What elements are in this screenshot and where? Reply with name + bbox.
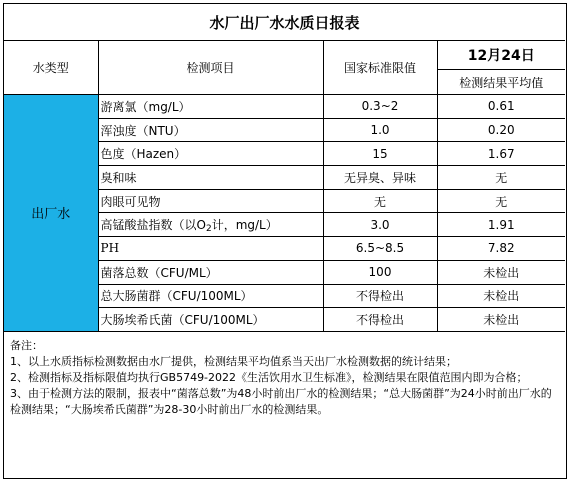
notes-heading: 备注： [10, 338, 43, 352]
result-cell: 0.20 [437, 118, 565, 142]
standard-cell: 3.0 [323, 213, 437, 237]
note-line: 3、由于检测方法的限制，报表中“菌落总数”为48小时前出厂水的检测结果；“总大肠菌群”为24小时前出厂水的检测结果；“大肠埃希氏菌群”为28-30小时前出厂水的检测结果。 [10, 386, 552, 416]
header-average: 检测结果平均值 [437, 70, 565, 95]
item-cell: 菌落总数（CFU/ML） [98, 260, 323, 284]
header-date: 12月24日 [437, 41, 565, 70]
standard-cell: 不得检出 [323, 308, 437, 332]
standard-cell: 无异臭、异味 [323, 166, 437, 190]
water-quality-report [3, 3, 567, 479]
item-cell: 游离氯（mg/L） [98, 95, 323, 119]
item-cell: 浑浊度（NTU） [98, 118, 323, 142]
item-text: 高锰酸盐指数（以O [100, 217, 206, 232]
result-cell: 7.82 [437, 237, 565, 261]
result-cell: 未检出 [437, 260, 565, 284]
result-cell: 1.67 [437, 142, 565, 166]
item-cell: 臭和味 [98, 166, 323, 190]
item-cell: 色度（Hazen） [98, 142, 323, 166]
note-line: 2、检测指标及指标限值均执行GB5749-2022《生活饮用水卫生标准》，检测结果在限值范围内即为合格； [10, 370, 528, 384]
note-line: 1、以上水质指标检测数据由水厂提供，检测结果平均值系当天出厂水检测数据的统计结果； [10, 354, 457, 368]
item-subscript: 2 [205, 223, 212, 234]
item-cell: 肉眼可见物 [98, 189, 323, 213]
result-cell: 未检出 [437, 308, 565, 332]
result-cell: 未检出 [437, 284, 565, 308]
table-row [4, 95, 565, 119]
result-cell: 0.61 [437, 95, 565, 119]
standard-cell: 6.5~8.5 [323, 237, 437, 261]
item-cell: 大肠埃希氏菌（CFU/100ML） [98, 308, 323, 332]
item-cell: PH [98, 237, 323, 261]
result-cell: 无 [437, 166, 565, 190]
standard-cell: 100 [323, 260, 437, 284]
item-text: 计，mg/L） [211, 217, 278, 232]
report-table [4, 4, 565, 462]
standard-cell: 无 [323, 189, 437, 213]
item-cell [98, 213, 323, 237]
notes-row [4, 331, 565, 462]
standard-cell: 0.3~2 [323, 95, 437, 119]
header-water-type: 水类型 [4, 41, 98, 95]
header-standard: 国家标准限值 [323, 41, 437, 95]
water-type-cell: 出厂水 [4, 95, 98, 332]
title-row [4, 4, 565, 41]
standard-cell: 不得检出 [323, 284, 437, 308]
header-row [4, 41, 565, 70]
result-cell: 无 [437, 189, 565, 213]
standard-cell: 1.0 [323, 118, 437, 142]
result-cell: 1.91 [437, 213, 565, 237]
report-title: 水厂出厂水水质日报表 [4, 4, 565, 41]
item-cell: 总大肠菌群（CFU/100ML） [98, 284, 323, 308]
header-item: 检测项目 [98, 41, 323, 95]
notes-cell [4, 331, 565, 462]
standard-cell: 15 [323, 142, 437, 166]
